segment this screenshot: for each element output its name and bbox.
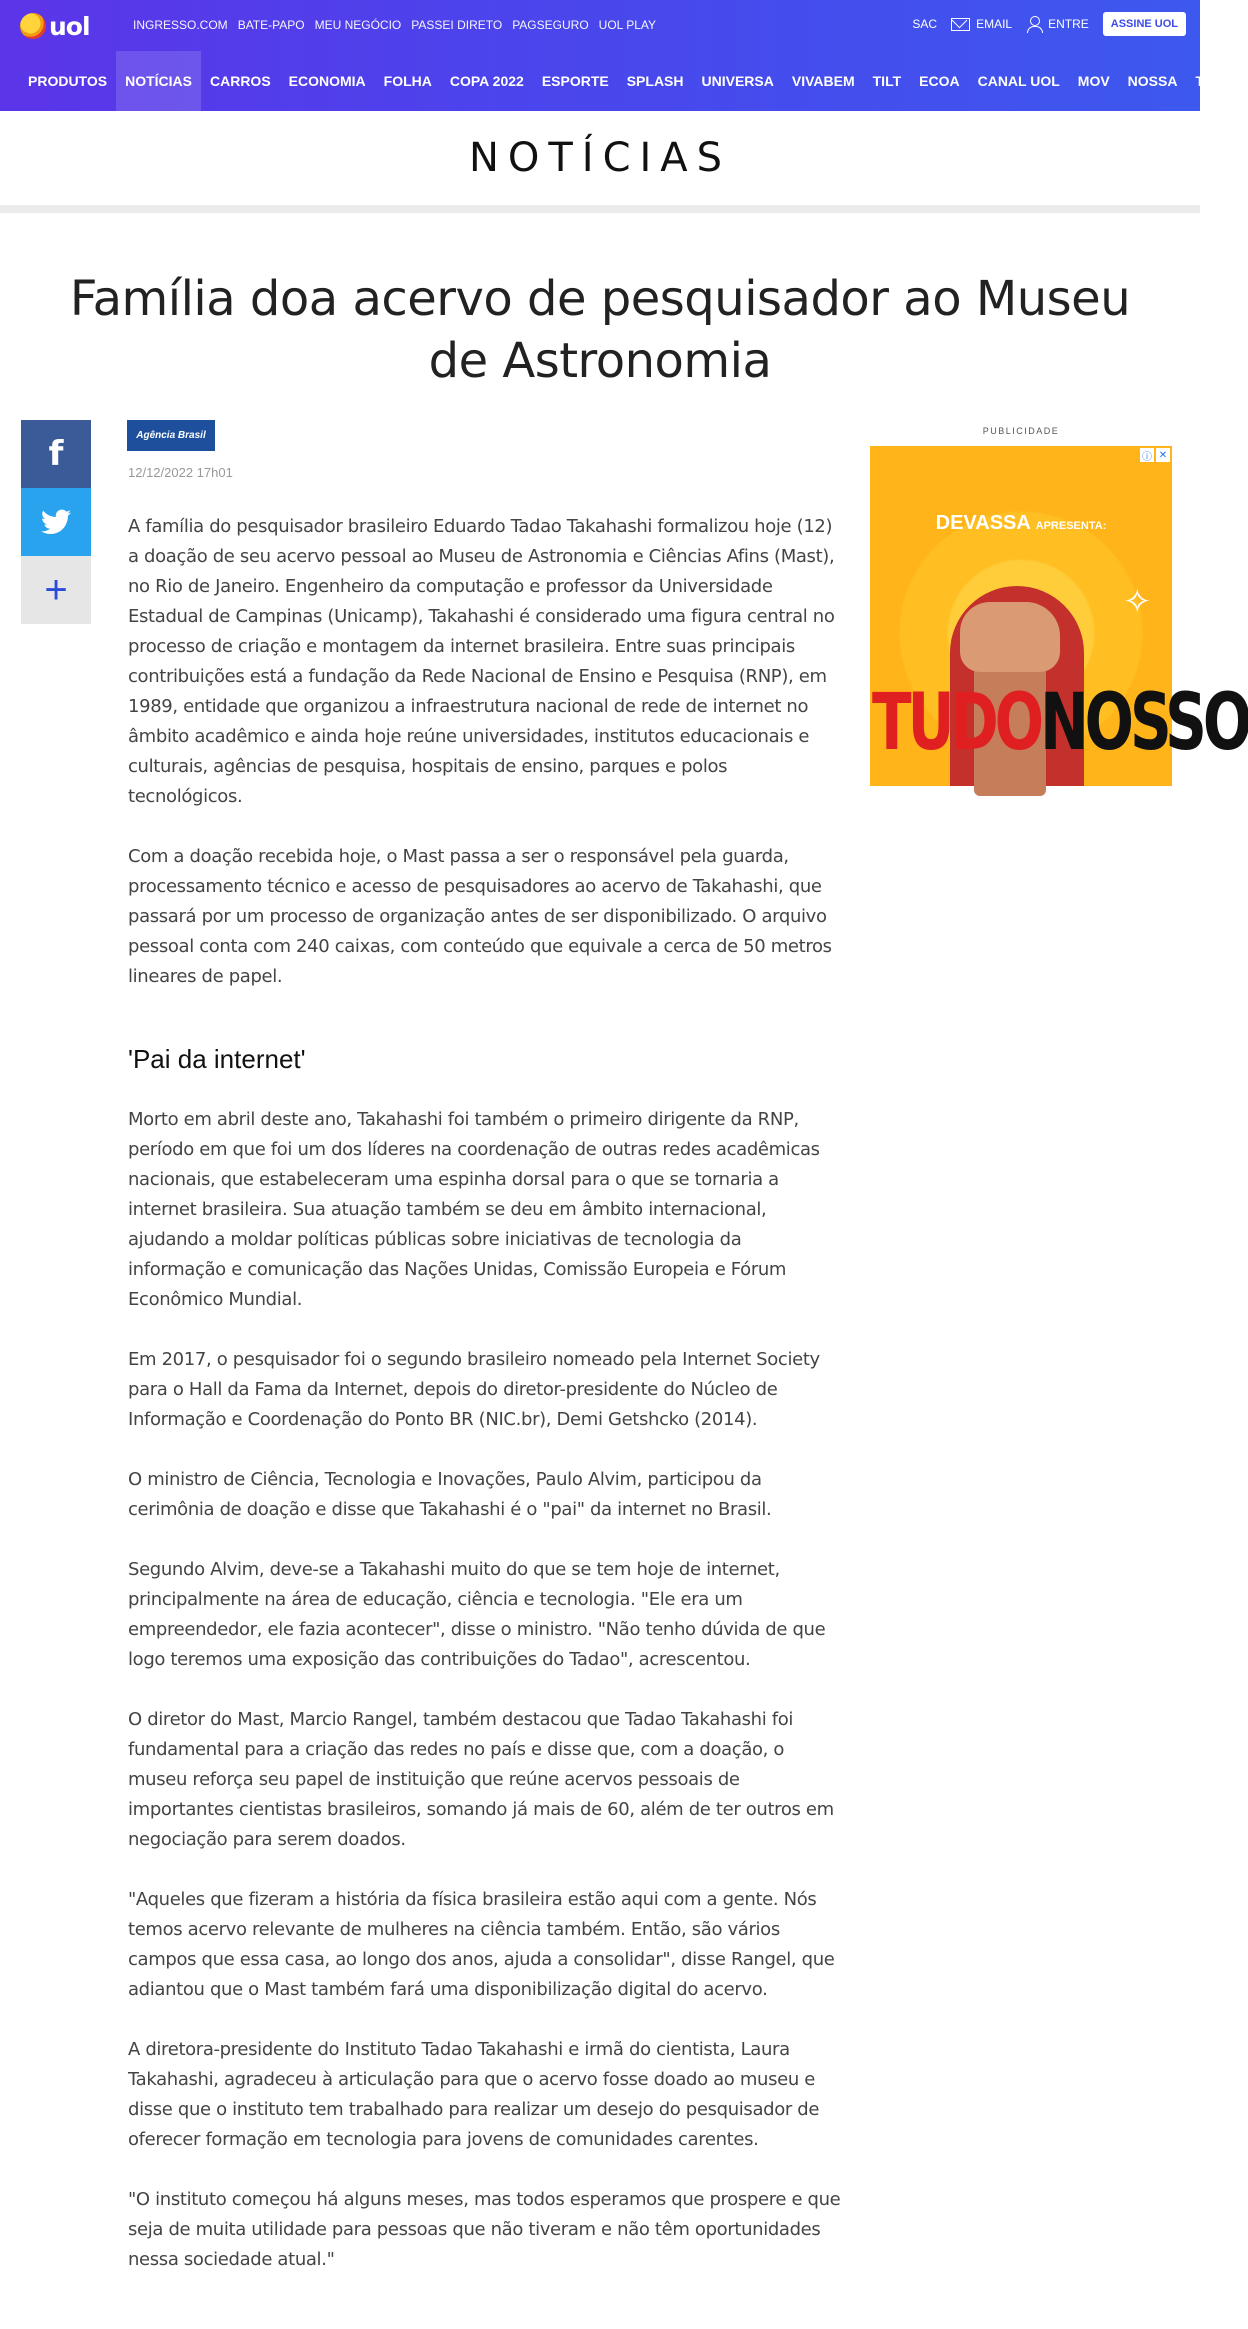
subscribe-button[interactable]: ASSINE UOL bbox=[1103, 12, 1186, 36]
nav-item-produtos[interactable]: PRODUTOS bbox=[28, 73, 108, 89]
section-banner bbox=[0, 111, 1200, 213]
logo-text: uol bbox=[49, 11, 90, 41]
top-link[interactable]: INGRESSO.COM bbox=[133, 18, 228, 32]
twitter-share-button[interactable] bbox=[21, 488, 91, 556]
nav-item-noticias[interactable]: NOTÍCIAS bbox=[116, 51, 201, 111]
nav-item-canal-uol[interactable]: CANAL UOL bbox=[977, 73, 1060, 89]
login-link[interactable] bbox=[1026, 16, 1089, 32]
nav-item-carros[interactable]: CARROS bbox=[209, 73, 271, 89]
nav-item-tilt[interactable]: TILT bbox=[872, 73, 902, 89]
article-paragraph: O diretor do Mast, Marcio Rangel, também destacou que Tadao Takahashi foi fundamental para a criação das redes no país e disse que, com a doação, o museu reforça seu papel de instituição que reúne acervos pessoais de importantes cientistas brasileiros, somando já mais de 60, além de ter outros em negociação para serem doados. bbox=[128, 1709, 834, 1850]
site-header bbox=[0, 0, 1224, 111]
article-paragraph: Morto em abril deste ano, Takahashi foi também o primeiro dirigente da RNP, período em que foi um dos líderes na coordenação de outras redes acadêmicas nacionais, que estabeleceram uma espinha dorsal para o que se tornaria a internet brasileira. Sua atuação também se deu em âmbito internacional, ajudando a moldar políticas públicas sobre iniciativas de tecnologia da informação e comunicação das Nações Unidas, Comissão Europeia e Fórum Econômico Mundial. bbox=[128, 1109, 820, 1310]
nav-item-vivabem[interactable]: VIVABEM bbox=[791, 73, 855, 89]
sac-link[interactable]: SAC bbox=[912, 17, 938, 31]
ad-label: PUBLICIDADE bbox=[982, 426, 1060, 436]
top-link[interactable]: BATE-PAPO bbox=[237, 18, 305, 32]
article-paragraph: Com a doação recebida hoje, o Mast passa a ser o responsável pela guarda, processamento técnico e acesso de pesquisadores ao acervo de Takahashi, que passará por um processo de organização antes de ser disponibilizado. O arquivo pessoal conta com 240 caixas, com conteúdo que equivale a cerca de 50 metros lineares de papel. bbox=[128, 846, 832, 987]
article-title: Família doa acervo de pesquisador ao Museu de Astronomia bbox=[69, 271, 1131, 389]
section-title[interactable]: NOTÍCIAS bbox=[468, 135, 732, 181]
ad-info-icon[interactable]: ⓘ bbox=[1140, 448, 1154, 462]
article-paragraph: A diretora-presidente do Instituto Tadao Takahashi e irmã do cientista, Laura Takahashi, agradeceu à articulação para que o acervo fosse doado ao museu e disse que o instituto tem trabalhado para realizar um desejo do pesquisador de oferecer formação em tecnologia para jovens de comunidades carentes. bbox=[128, 2039, 820, 2150]
nav-item-folha[interactable]: FOLHA bbox=[383, 73, 432, 89]
article-body bbox=[128, 512, 843, 2305]
envelope-icon bbox=[951, 18, 970, 31]
article-subheading: 'Pai da internet' bbox=[128, 1044, 306, 1074]
ad-brand bbox=[870, 512, 1172, 535]
plus-icon: + bbox=[44, 567, 68, 612]
top-link[interactable]: PAGSEGURO bbox=[512, 18, 589, 32]
facebook-icon: f bbox=[48, 434, 64, 474]
article-paragraph: Segundo Alvim, deve-se a Takahashi muito do que se tem hoje de internet, principalmente na área de educação, ciência e tecnologia. "Ele era um empreendedor, ele fazia acontecer", disse o ministro. "Não tenho dúvida de que logo teremos uma exposição das contribuições do Tadao", acrescentou. bbox=[128, 1559, 826, 1670]
nav-item-ecoa[interactable]: ECOA bbox=[919, 73, 960, 89]
nav-item-esporte[interactable]: ESPORTE bbox=[541, 73, 609, 89]
nav-item-universa[interactable]: UNIVERSA bbox=[701, 73, 774, 89]
nav-item-splash[interactable]: SPLASH bbox=[626, 73, 684, 89]
ad-controls bbox=[1140, 448, 1170, 462]
email-label: EMAIL bbox=[976, 17, 1013, 31]
top-link[interactable]: UOL PLAY bbox=[598, 18, 657, 32]
ad-brand-name: DEVASSA bbox=[935, 512, 1031, 534]
top-link[interactable]: MEU NEGÓCIO bbox=[314, 18, 402, 32]
nav-item-tab[interactable]: TAB bbox=[1195, 73, 1224, 89]
facebook-share-button[interactable] bbox=[21, 420, 91, 488]
nav-item-mov[interactable]: MOV bbox=[1077, 73, 1110, 89]
advertisement[interactable] bbox=[870, 446, 1248, 786]
agency-badge[interactable]: Agência Brasil bbox=[127, 420, 215, 451]
more-share-button[interactable] bbox=[21, 556, 91, 624]
article-paragraph: O ministro de Ciência, Tecnologia e Inovações, Paulo Alvim, participou da cerimônia de doação e disse que Takahashi é o "pai" da internet no Brasil. bbox=[128, 1469, 772, 1520]
header-actions bbox=[912, 12, 1186, 36]
ad-headline-right: NOSSO bbox=[1040, 676, 1248, 768]
publish-date: 12/12/2022 17h01 bbox=[128, 465, 233, 480]
ad-headline bbox=[870, 676, 1248, 768]
main-nav bbox=[20, 51, 1232, 111]
article-paragraph: "O instituto começou há alguns meses, mas todos esperamos que prospere e que seja de muita utilidade para pessoas que não tiveram e não têm oportunidades nessa sociedade atual." bbox=[128, 2189, 841, 2270]
twitter-icon bbox=[41, 509, 71, 535]
email-link[interactable] bbox=[951, 17, 1012, 31]
nav-item-nossa[interactable]: NOSSA bbox=[1127, 73, 1178, 89]
ad-headline-left: TUDO bbox=[872, 676, 1041, 768]
article-paragraph: A família do pesquisador brasileiro Eduardo Tadao Takahashi formalizou hoje (12) a doação de seu acervo pessoal ao Museu de Astronomia e Ciências Afins (Mast), no Rio de Janeiro. Engenheiro da computação e professor da Universidade Estadual de Campinas (Unicamp), Takahashi é considerado uma figura central no processo de criação e montagem da internet brasileira. Entre suas principais contribuições está a fundação da Rede Nacional de Ensino e Pesquisa (RNP), em 1989, entidade que organizou a infraestrutura nacional de rede de internet no âmbito acadêmico e ainda hoje reúne universidades, institutos educacionais e culturais, agências de pesquisa, hospitais de ensino, parques e polos tecnológicos. bbox=[128, 516, 835, 807]
nav-item-copa-2022[interactable]: COPA 2022 bbox=[449, 73, 524, 89]
raised-fist-image bbox=[960, 602, 1060, 672]
login-label: ENTRE bbox=[1048, 17, 1089, 31]
article-paragraph: "Aqueles que fizeram a história da física brasileira estão aqui com a gente. Nós temos acervo relevante de mulheres na ciência também. Então, são vários campos que essa casa, ao longo dos anos, ajuda a consolidar", disse Rangel, que adiantou que o Mast também fará uma disponibilização digital do acervo. bbox=[128, 1889, 835, 2000]
share-bar bbox=[21, 420, 91, 624]
uol-logo[interactable] bbox=[20, 12, 90, 40]
ad-brand-tag: APRESENTA: bbox=[1035, 520, 1107, 532]
nav-item-economia[interactable]: ECONOMIA bbox=[288, 73, 366, 89]
article-paragraph: Em 2017, o pesquisador foi o segundo brasileiro nomeado pela Internet Society para o Hall da Fama da Internet, depois do diretor-presidente do Núcleo de Informação e Coordenação do Ponto BR (NIC.br), Demi Getshcko (2014). bbox=[128, 1349, 820, 1430]
uol-logo-icon bbox=[20, 13, 46, 39]
ad-close-icon[interactable]: ✕ bbox=[1156, 448, 1170, 462]
sparkle-icon: ✧ bbox=[1123, 583, 1152, 621]
top-links bbox=[133, 18, 656, 32]
top-link[interactable]: PASSEI DIRETO bbox=[411, 18, 503, 32]
user-icon bbox=[1026, 16, 1042, 32]
